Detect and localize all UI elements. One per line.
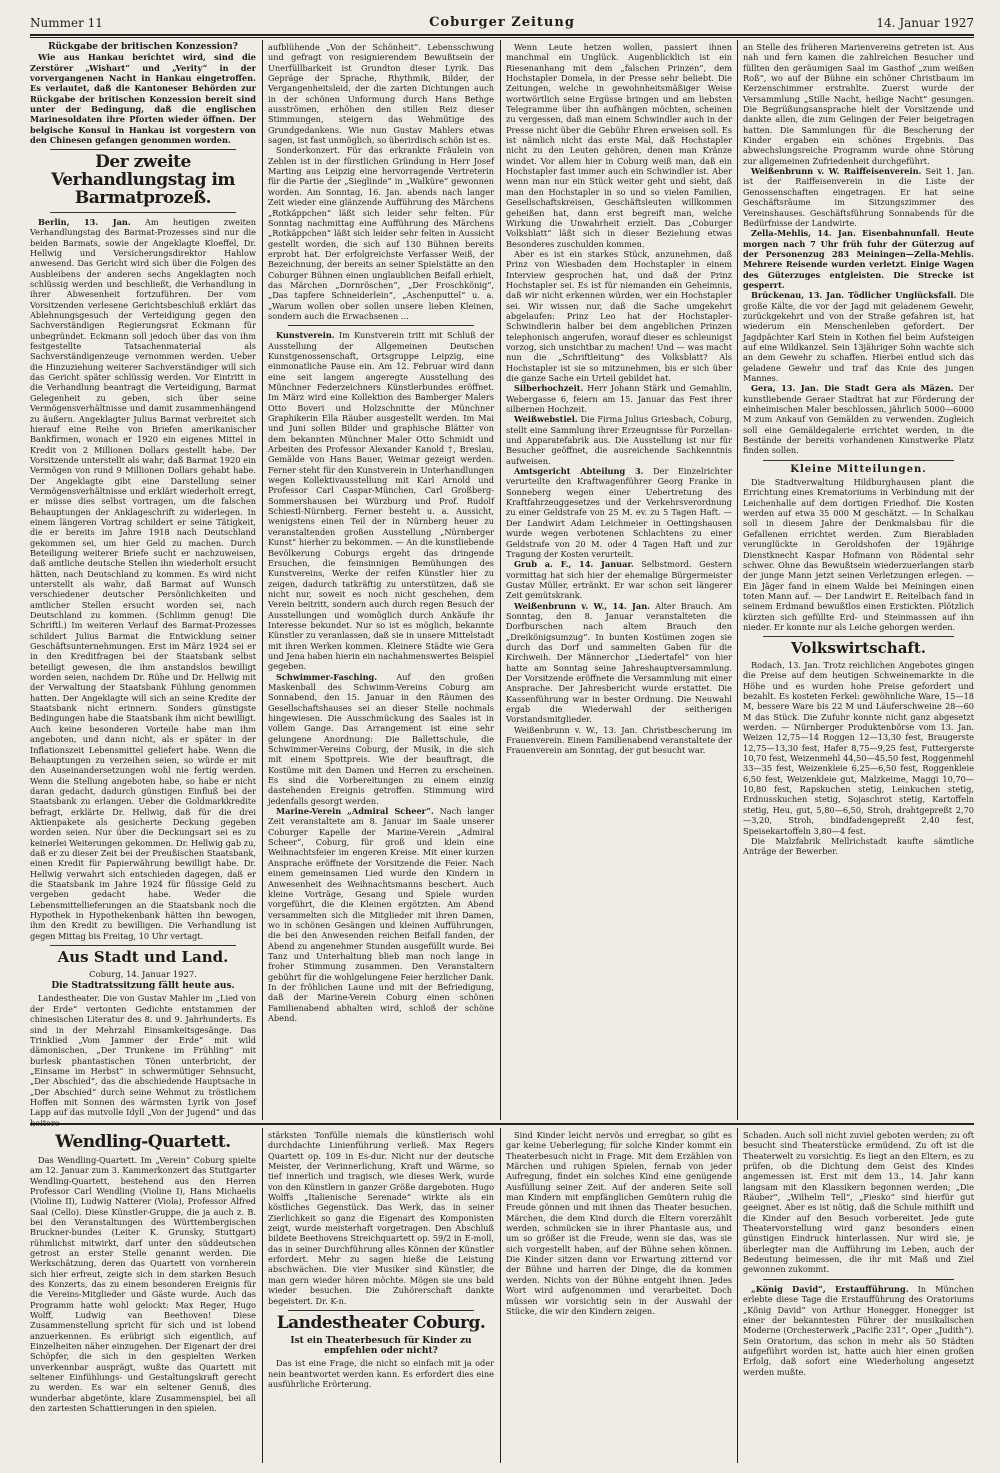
article-body: Wie aus Hankau berichtet wird, sind die Zerstörer „Wishart“ und „Verity“ in der vorvergangenen Nacht in Hankau eingetroffen. Es verlautet, daß die Kantoneser Behörden zur Rückgabe der britischen Konzession bereit sind unter der Bedingung, daß die englischen Marinesoldaten ihre Pforten wieder öffnen. Der belgische Konsul in Hankau ist vorgestern von den Chinesen gefangen genommen worden. — [30, 52, 256, 146]
section-headline: Wendling-Quartett. — [55, 1132, 231, 1152]
article-body: Der kunstliebende Geraer Stadtrat hat zur Förderung der einheimischen Maler beschlossen, jährlich 5000—6000 M zum Ankauf von Gemälden zu verwenden. Zugleich soll eine Gemäldegalerie errichtet werden, in die Bestände der bereits vorhandenen Kunstwerke Platz finden sollen. — [743, 383, 974, 456]
article-body: Das ist eine Frage, die nicht so einfach mit ja oder nein beantwortet werden kann. Es erfordert dies eine ausführliche Erörterung. — [268, 1358, 494, 1390]
article-dateline: Coburg, 14. Januar 1927. — [89, 968, 197, 979]
article-body: Alter Brauch. Am Sonntag, den 8. Januar veranstalteten die Dorfburschen nach altem Brauch den „Dreikönigsumzug“. In bunten Kostümen zogen sie durch das Dorf und sammelten Gaben für die Kirchweih. Der Männerchor „Liedertafel“ von hier hatte am Sonntag seine Jahreshauptversammlung. Der Vorsitzende eröffnete die Versammlung mit einer Ansprache. Der Jahresbericht wurde erstattet. Die Kassenführung war in bester Ordnung. Die Neuwahl ergab die Wiederwahl der seitherigen Vorstandsmitglieder. — [506, 600, 732, 725]
article-body: Herr Johann Stärk und Gemahlin, Webergasse 6, feiern am 15. Januar das Fest ihrer silbernen Hochzeit. — [506, 383, 732, 415]
column-4 — [743, 42, 974, 1118]
bottom-column-2 — [268, 1130, 494, 1463]
section-headline: Aus Stadt und Land. — [57, 948, 229, 967]
article-separator — [50, 212, 236, 213]
article-separator — [763, 460, 954, 461]
article-body: Die Firma Julius Griesbach, Coburg, stellt eine Sammlung ihrer Erzeugnisse für Porzellan- und Apparatefabrik aus. Die Ausstellung ist nur für Besucher geöffnet, die ausreichende Sachkenntnis aufweisen. — [506, 414, 733, 466]
article-body: Die Stadtverwaltung Hildburghausen plant die Errichtung eines Krematoriums in Verbindung mit der Leichenhalle auf dem dortigen Friedhof. Die Kosten werden auf etwa 35 000 M geschätzt. — In Schalkau soll in diesem Jahre der Denkmalsbau für die Gefallenen errichtet werden. Zum Bierabladen verunglückte in Geroldshofen der 19jährige Dienstknecht Kaspar Hofmann von Rödental sehr schwer. Ohne das Bewußtsein wiederzuerlangen starb der junge Mann jetzt seinen Verletzungen erlegen. — Ein Jäger fand in einem Walde bei Meiningen einen toten Mann auf. — Der Landwirt E. Reitelbach fand in seinem Erdmand bewußtlos einen Erstickten. Plötzlich kürzten sich gefüllte Erd- und Steinmassen auf ihn nieder. Er konnte nur als Leiche geborgen werden. — [743, 477, 974, 632]
issue-number: Nummer 11 — [30, 16, 103, 30]
article-headline: „König David“, Erstaufführung. — [751, 1283, 909, 1294]
issue-date: 14. Januar 1927 — [876, 16, 974, 30]
bottom-column-4 — [743, 1130, 974, 1463]
article-body: Heute morgen nach 7 Uhr früh fuhr der Güterzug auf der Personenzug 283 Meiningen—Zella-Mehlis. Mehrere Reisende wurden verletzt. Einige Wagen des Güterzuges entgleisten. Die Strecke ist gesperrt. — [743, 228, 975, 290]
column-2 — [268, 42, 494, 1118]
article-body: Aber es ist ein starkes Stück, anzunehmen, daß Prinz von Wiesbaden dem Hochstapler in einem Interview gesprochen hat, und daß der Prinz Hochstapler sei. Es ist für niemanden ein Geheimnis, daß wir nicht erkennen würden, wer ein Hochstapler sei. Wir wissen nur, daß die Sache umgekehrt abgelaufen: Prinz Leo hat der Hochstapler-Schwindlerin halber bei dem angeblichen Prinzen telephonisch angerufen, worauf dieser es schleunigst vorzog, sich unsichtbar zu machen! Und — was macht nun die „Schriftleitung“ des Volksblatt? Als Hochstapler ist sie so mitzunehmen, bis er sich über die ganze Sache ein Urteil gebildet hat. — [506, 248, 732, 383]
bottom-column-1 — [30, 1130, 256, 1463]
article-body: Im Kunstverein tritt mit Schluß der Ausstellung der Allgemeinen Deutschen Kunstgenossenschaft, Ortsgruppe Leipzig, eine einmonatliche Pause ein. Am 12. Februar wird dann eine seit langem angeregte Ausstellung des Münchner Federzeichners Künstlerbundes eröffnet. Im März wird eine Kollektion des Bamberger Malers Otto Boveri und Holzschnitte der Münchner Graphikerin Ella Räuber ausgestellt werden. Im Mai und Juni sollen Bilder und graphische Blätter von dem bekannten Münchner Maler Otto Schmidt und Arbeiten des Professor Alexander Kanold †, Breslau, Gemälde von Hans Bauer, Weimar gezeigt werden. Ferner steht für den Kunstverein in Unterhandlungen wegen Kollektivausstellung mit Karl Arnold und Professor Carl Caspar-München, Carl Großberg-Sommershausen bei Würzburg und Prof. Rudolf Schiestl-Nürnberg. Ferner besteht u. a. Aussicht, wenigstens einen Teil der in Nürnberg heuer zu veranstaltenden großen Ausstellung „Nürnberger Kunst“ hierher zu bekommen. — An die kunstliebende Bevölkerung Coburgs ergeht das dringende Ersuchen, die feinsinnigen Bemühungen des Kunstvereins, Werke der reifen Künstler hier zu zeigen, dadurch tatkräftig zu unterstützen, daß sie nicht nur, soweit es noch nicht geschehen, dem Verein beitritt, sondern auch durch regen Besuch der Ausstellungen und womöglich durch Ankäufe ihr Interesse bekundet. Nur so ist es möglich, bekannte Künstler zu veranlassen, daß sie in unsere Mittelstadt mit ihren Werken kommen. Kleinere Städte wie Gera und Jena haben hierin ein nachahmenswertes Beispiel gegeben. — [268, 330, 494, 672]
bottom-column-3 — [506, 1130, 732, 1463]
article-separator — [288, 325, 474, 326]
article-headline: Der zweite Verhandlungstag im Barmatprozeß. — [51, 152, 235, 209]
article-body: an Stelle des früheren Marienvereins getreten ist. Aus nah und fern kamen die zahlreichen Besucher und füllten den geräumigen Saal im Gasthof „zum weißen Roß“, wo auf der Bühne ein schöner Christbaum im Kerzenschimmer erstrahlte. Zuerst wurde der Versammlung „Stille Nacht, heilige Nacht“ gesungen. Die Begrüßungsansprache hielt der Vorsitzende und dankte allen, die zum Gelingen der Feier beigetragen hatten. Die Sammlungen für die Bescherung der Kinder ergaben ein schönes Ergebnis. Das abwechslungsreiche Programm wurde ohne Störung zur allgemeinen Zufriedenheit durchgeführt. — [743, 42, 974, 166]
article-subheadline: Ist ein Theaterbesuch für Kinder zu empfehlen oder nicht? — [290, 1335, 472, 1357]
article-body: Am heutigen zweiten Verhandlungstag des Barmat-Prozesses sind nur die beiden Barmats, sowie der Angeklagte Kloeffel, Dr. Hellwig und Versicherungsdirektor Hahlow anwesend. Das Gericht wird sich über die Folgen des Ausbleibens der anderen sechs Angeklagten noch schlüssig werden und beschließt, die Verhandlung in ihrer Abwesenheit fortzuführen. Der vom Vorsitzenden verlesene Gerichtsbeschluß erklärt das Ablehnungsgesuch der Verteidigung gegen den Sachverständigen Regierungsrat Eckmann für unbegründet. Eckmann soll jedoch über das von ihm festgestellte Tatsachenmaterial als Sachverständigenzeuge vernommen werden. Ueber die Hinzuziehung weiterer Sachverständiger will sich das Gericht später schlüssig werden. Vor Eintritt in die Verhandlung beantragt die Verteidigung, Barmat Gelegenheit zu geben, sich über seine Vermögensverhältnisse und damit zusammenhängend zu äußern. Angeklagter Julius Barmat verbreitet sich hierauf eine Reihe von Briefen amerikanischer Bankfirmen, wonach er 1920 ein eigenes Mittel in Kredit von 2 Millionen Dollars gestellt habe. Der Vorsitzende unterstellt als wahr, daß Barmat 1920 ein Vermögen von rund 9 Millionen Dollars gehabt habe. Der Angeklagte gibt eine Darstellung seiner Vermögensverhältnisse und erklärt wiederholt erregt, er müsse dies selbst vortragen, um die falschen Behauptungen der Anklageschrift zu widerlegen. In einem längeren Vortrag schildert er seine Tätigkeit, die er bereits im Jahre 1918 nach Deutschland gekommen sei, um hier Geld zu machen. Durch Beteiligung weiterer Briefe sucht er nachzuweisen, daß amtliche deutsche Stellen ihn wiederholt ersucht hätten, nach Deutschland zu kommen. Es wird nicht unterstellt als wahr, daß Barmat auf Wunsch verschiedener deutscher Persönlichkeiten und amtlicher Stellen ersucht worden sei, nach Deutschland zu kommen. (Schlimm genug! Die Schriftl.) Im weiteren Verlauf des Barmat-Prozesses schildert Julius Barmat die Entwicklung seiner Geschäftsunternehmungen. Erst im März 1924 sei er in den Kreditfragen bei der Staatsbank selbst beteiligt gewesen, die ihm anstandslos bewilligt worden seien, nachdem Dr. Rühe und Dr. Hellwig mit der Verwaltung der Staatsbank Fühlung genommen hatten. Der Angeklagte will sich an seine Kredite der Staatsbank nicht erinnern. Sonders günstigste Bedingungen habe die Staatsbank ihm nicht bewilligt. Auch keine besonderen Vorteile habe man ihm angeboten, und dann nicht, als er später in der Inflationszeit Lebensmittel geliefert habe. Wenn die Behauptungen zu verzeihen seien, so würde er mit den Auseinandersetzungen wohl nie fertig werden. Wenn die Stellung angeboten habe, so habe er nicht daran gedacht, dadurch günstigen Einfluß bei der Staatsbank zu erlangen. Ueber die Goldmarkkredite befragt, erklärte Dr. Hellwig, daß für die drei Aktienpakete als gesicherte Deckung gegeben worden seien. Nur über die Deckungsart sei es zu keinerlei Weiterungen gekommen. Dr. Hellwig gab zu, daß er zu dieser Zeit bei der Preußischen Staatsbank, einen Kredit für Papierwährung bewilligt habe. Dr. Hellwig verwahrt sich entschieden dagegen, daß er die Staatsbank im Jahre 1924 für flüssige Geld zu vergeben gedacht habe. Weder die Lebensmittellieferungen an die Staatsbank noch die Hypothek in Hypothekenbank hätten ihn bewogen, ihm den Kredit zu bewilligen. Die Verhandlung ist gegen Mittag bis Freitag, 10 Uhr vertagt. — [30, 216, 256, 941]
article-headline: Marine-Verein „Admiral Scheer“. — [276, 806, 434, 817]
article-headline: Weißenbrunn v. W. Raiffeisenverein. — [751, 166, 922, 177]
article-headline: Weißenbrunn v. W., 14. Jan. — [514, 600, 650, 611]
article-separator — [288, 1310, 474, 1311]
article-headline: Kunstverein. — [276, 330, 335, 341]
article-headline: Schwimmer-Fasching. — [276, 671, 378, 682]
article-subheadline: Die Stadtratssitzung fällt heute aus. — [51, 981, 235, 992]
column-1 — [30, 42, 256, 1128]
article-headline: Brückenau, 13. Jan. Tödlicher Unglücksfall. — [751, 290, 957, 301]
article-body: Weißenbrunn v. W., 13. Jan. Christbescherung im Frauenverein. Einem Familienabend veranstaltete der Frauenverein am Sonntag, der gut besucht war. — [506, 724, 732, 756]
article-separator — [763, 636, 954, 637]
article-headline: Silberhochzeit. — [514, 383, 584, 394]
section-headline: Landestheater Coburg. — [276, 1312, 486, 1333]
masthead-rule — [30, 34, 974, 36]
column-divider — [500, 40, 501, 1120]
article-body: In München erlebte diese Tage die Erstaufführung des Oratoriums „König David“ von Arthur Honegger. Honegger ist einer der bekanntesten Führer der musikalischen Moderne (Orchesterwerk „Pacific 231“, Oper „Judith“). Sein Oratorium, das schon in mehr als 50 Städten aufgeführt worden ist, hatte auch hier einen großen Erfolg, daß sofort eine Wiederholung angesetzt werden mußte. — [743, 1283, 974, 1377]
column-divider — [262, 40, 263, 1120]
article-body: Der Einzelrichter verurteilte den Kraftwagenführer Georg Franke in Sonneberg wegen einer Uebertretung des Kraftfahrzeuggesetzes und der Verkehrsverordnung zu einer Geldstrafe von 25 M. ev. zu 5 Tagen Haft. — Der Landwirt Adam Leichmeier in Oettingshausen wurde wegen verbotenen Schlachtens zu einer Geldstrafe von 20 M. oder 4 Tagen Haft und zur Tragung der Kosten verurteilt. — [506, 466, 733, 559]
masthead — [30, 16, 974, 34]
article-headline: Amtsgericht Abteilung 3. — [514, 466, 644, 477]
article-body: Das Wendling-Quartett. Im „Verein“ Coburg spielte am 12. Januar zum 3. Kammerkonzert das Stuttgarter Wendling-Quartett, bestehend aus den Herren Professor Carl Wendling (Violine I), Hans Michaelis (Violine II), Ludwig Natterer (Viola), Professor Alfred Saal (Cello). Diese Künstler-Gruppe, die ja auch z. B. bei den Veranstaltungen des Württembergischen Bruckner-bundes (Leiter K. Grunsky, Stuttgart) rühmlichst mitwirkt, darf unter den süddeutschen getrost an erster Stelle genannt werden. Die Werkschätzung, deren das Quartett von vornherein sich hier erfreut, zeigte sich in dem starken Besuch des Konzerts, das zu einem besonderen Ereignis für die Vereins-Mitglieder und Gäste wurde. Auch das Programm hatte wohl gelockt: Max Reger, Hugo Wolff, Ludwig van Beethoven! Diese Zusammenstellung spricht für sich und ist lobend anzuerkennen. Es erübrigt sich eigentlich, auf Einzelheiten näher einzugehen. Der Eigenart der drei Schöpfer, die sich in den gespielten Werken unverkennbar ausprägt, wußte das Quartett mit seltener Einfühlungs- und Gestaltungskraft gerecht zu werden. Es war ein seltener Genuß, dies wunderbar abgetönte, klare Zusammenspiel, bei all den zartesten Schattierungen in den spielen. — [30, 1154, 256, 1414]
article-separator — [763, 1279, 954, 1280]
article-headline: Grub a. F., 14. Januar. — [514, 559, 634, 570]
paper-title: Coburger Zeitung — [429, 15, 575, 30]
article-body: Die große Kälte, die vor der Jagd mit geladenem Gewehr, zurückgekehrt und von der Straße gefahren ist, hat wiederum ein Menschenleben gefordert. Der Jagdpächter Karl Stein in Kothen fiel beim Aufsteigen auf eine Wildkanzel. Sein 13jähriger Sohn wachte sich an dem Gewehr zu schaffen. Hierbei entlud sich das geladene Gewehr und traf das Knie des jungen Mannes. — [743, 290, 974, 383]
article-body: Sonderkonzert. Für das erkrankte Fräulein von Zeblen ist in der fürstlichen Gründung in Herr Josef Marting aus Leipzig eine hervorragende Vertreterin für die Partie der „Sieglinde“ in „Walküre“ gewonnen worden. Am Sonntag, 16. Jan. abends nach langer Zeit wieder eine glänzende Aufführung des Märchens „Rotkäppchen“ läßt sich leider sehr felten. Für Sonntag nachmittag eine Aufführung des Märchens „Rotkäppchen“ läßt sich leider sehr felten in Aussicht gestellt worden, die sich auf 130 Bühnen bereits erprobt hat. Der erfolgreichste Verfasser Weiß, der Bezeichnung, der bereits an seiner Spielstätte an den Coburger Bühnen einen unglaublichen Beifall erhielt, das Märchen „Dornröschen“, „Der Froschkönig“, „Das tapfere Schneiderlein“, „Aschenputtel“ u. a. „Warum wollen ober sollen unsere lieben Kleinen, sondern auch die Erwachsenen ... — [268, 145, 494, 321]
article-body: Schaden. Auch soll nicht zuviel geboten werden; zu oft besucht sind Theaterstücke ermüdend. Zu oft ist die Theaterwelt zu vorsichtig. Es liegt an den Eltern, es zu prüfen, ob die Dichtung dem Geist des Kindes angemessen ist. Erst mit dem 13., 14. Jahr kann langsam mit den Klassikern begonnen werden; „Die Räuber“, „Wilhelm Tell“, „Fiesko“ sind hierfür gut geeignet. Aber es ist nötig, daß die Schule mithilft und die Kinder auf den Besuch vorbereitet. Jede gute Theatervorstellung wird ganz besonders einen günstigen Eindruck hinterlassen. Nur wird sie, je überlegter man die Aufführung im Leben, auch der Bedeutung beimessen, die ihr mit Maß und Ziel gewonnen zukommt. — [743, 1130, 974, 1275]
article-body: Landestheater. Die von Gustav Mahler im „Lied von der Erde“ vertonten Gedichte entstammen der chinesischen Literatur des 8. und 9. Jahrhunderts. Es sind in der Mehrzahl Einsamkeitsgesänge. Das Trinklied „Vom Jammer der Erde“ mit wild dämonischen, „Der Trunkene im Frühling“ mit burlesk phantastischen Tönen unterbricht, der „Einsame im Herbst“ in schwermütiger Sehnsucht, „Der Abschied“, das die abschiedende Hauptsache in „Der Abschied“ durch seine Wehmut zu tröstlichem Hoffen mit Sonnen des wärmsten Lyrik von Josef Lapp auf das mutvolle Idyll „Von der Jugend“ und das heitere — [30, 993, 256, 1128]
article-headline: Weißwebstiel. — [514, 414, 578, 425]
column-divider — [500, 1128, 501, 1463]
article-body: Wenn Leute hetzen wollen, passiert ihnen manchmal ein Unglück. Augenblicklich ist ein Riesenanhang mit dem „falschen Prinzen“, dem Hochstapler Domela, in der Presse sehr beliebt. Die Zeitungen, welche in gewohnheitsmäßiger Weise wortwörtlich seine Ergüsse bringen und am liebsten Telegramme über ihn aufhängen möchten, scheinen zu vergessen, daß man einem Schwindler auch in der Presse nicht über die Gebühr Ehren erweisen soll. Es ist nämlich nicht das erste Mal, daß Hochstapler nicht zu den Leuten gehören, denen man Kränze windet. Vor allem hier in Coburg weiß man, daß ein Hochstapler fast immer auch ein Schwindler ist. Aber wenn man nur ein Stück weiter geht und sieht, daß man den Hochstapler in so und so vielen Familien, Gesellschaftskreisen, Geschäftsleuten willkommen geheißen hat, dann erst begreift man, welche Wirkung die Unwahrheit erzielt. Das „Coburger Volksblatt“ läßt sich in dieser Beziehung etwas Besonderes zuschulden kommen. — [506, 42, 732, 249]
article-dateline: Berlin, 13. Jan. — [38, 216, 131, 227]
article-body: Nach langer Zeit veranstaltete am 8. Januar im Saale unserer Coburger Kapelle der Marine-Verein „Admiral Scheer“, Coburg, für groß und klein eine Weihnachtsfeier im engeren Kreise. Mit einer kurzen Ansprache eröffnete der Vorsitzende die Feier. Nach einem gemeinsamen Lied wurde den Kindern in Anwesenheit des Weihnachtsmanns beschert. Auch kleine Vorträge, Gesang und Spiele wurden vorgeführt, die die Kleinen ergötzten. Am Abend versammelten sich die Mitglieder mit ihren Damen, wo in schönen Gesängen und kleinen Aufführungen, die bei den Anwesenden reichen Beifall fanden, der Abend zu angenehmer Stunden ausgefüllt wurde. Bei Tanz und Unterhaltung blieb man noch lange in froher Stimmung zusammen. Den Veranstaltern gebührt für die wohlgelungene Feier herzlicher Dank. In der fröhlichen Laune und mit der Befriedigung, daß der Marine-Verein Coburg einen schönen Familienabend abhalten wird, schloß der schöne Abend. — [268, 806, 494, 1023]
section-headline: Volkswirtschaft. — [790, 639, 927, 658]
article-body: Rodach, 13. Jan. Trotz reichlichen Angebotes gingen die Preise auf dem heutigen Schweinemarkte in die Höhe und es wurden hohe Preise gefordert und bezahlt. Es kosteten Ferkel: gewöhnliche Ware, 15—18 M, bessere Ware bis 22 M und Läuferschweine 28—60 M das Stück. Die Zufuhr konnte nicht ganz abgesetzt werden. — Nürnberger Produktenbörse vom 13. Jan. Weizen 12,75—14 Roggen 12—13,30 fest, Braugerste 12,75—13,30 fest, Hafer 8,75—9,25 fest, Futtergerste 10,70 fest, Weizenmehl 44,50—45,50 fest, Roggenmehl 33—35 fest, Weizenkleie 6,25—6,50 fest, Roggenkleie 6,50 fest, Weizenkleie gut, Malzkeime, Maggi 10,70—10,80 fest, Rapskuchen stetig, Leinkuchen stetig, Erdnusskuchen stetig, Sojaschrot stetig, Kartoffeln stetig, Heu, gut, 5,80—6,50, Stroh, drahtgepreßt 2,70—3,20, Stroh, bindfadengepreßt 2,40 fest, Speisekartoffeln 3,80—4 fest. — [743, 660, 974, 836]
column-3 — [506, 42, 732, 1118]
column-divider — [737, 40, 738, 1120]
article-separator — [50, 945, 236, 946]
article-body: Selbstmord. Gestern vormittag hat sich hier der ehemalige Bürgermeister Gustav Müller, ertränkt. Er war schon seit längerer Zeit gemütskrank. — [506, 559, 732, 601]
article-body: Seit 1. Jan. ist der Raiffeisenverein in die Liste der Genossenschaften eingetragen. Er hat seine Geschäftsräume im Sitzungszimmer des Vereinshauses. Geschäftsführung Sonnabends für die Bedürfnisse der Landwirte. — [743, 166, 974, 228]
masthead-rule-thin — [30, 37, 974, 38]
article-body: stärksten Tonfülle niemals die künstlerisch wohl durchdachte Linienführung verließ. Max Regers Quartett op. 109 in Es-dur. Nicht nur der deutsche Meister, der Verinnerlichung, Kraft und Wärme, so tief innerlich und tragisch, wie dieses Werk, wurde von den Künstlern in ganzer Größe dargeboten. Hugo Wolffs „Italienische Serenade“ wirkte als ein köstliches Gegenstück. Das Werk, das in seiner Zierlichkeit so ganz die Eigenart des Komponisten zeigt, wurde meisterhaft vorgetragen. Den Abschluß bildete Beethovens Streichquartett op. 59/2 in E-moll, das in seiner Durchführung alles Können der Künstler erfordert. Mehr zu sagen hieße die Leistung abschwächen. Die vier Musiker sind Künstler, die man gern wieder hören möchte. Mögen sie uns bald wieder besuchen. Die Zuhörerschaft dankte begeistert. Dr. K-n. — [268, 1130, 494, 1306]
article-headline: Gera, 13. Jan. Die Stadt Gera als Mäzen. — [751, 383, 954, 394]
column-divider — [737, 1128, 738, 1463]
article-separator — [50, 149, 236, 150]
article-headline: Zella-Mehlis, 14. Jan. Eisenbahnunfall. — [751, 228, 941, 239]
article-headline: Rückgabe der britischen Konzession? — [48, 42, 238, 52]
article-body: aufblühende „Von der Schönheit“. Lebensschwung und gefragt von resignierendem Bewußtsein der Unerfüllbarkeit ist Grundton dieser Lyrik. Das Gepräge der Sprache, Rhythmik, Bilder, der Vergangenheitsleid, der die zarten Dichtungen auch in der schönen Unformung durch Hans Bethge ausströmen, erhöhen den stillen Reiz dieser Stimmungen, steigern das Wehmütige des Grundgedankens. Wie nun Gustav Mahlers etwas sagen, ist fast unmöglich, so überirdisch schön ist es. — [268, 42, 494, 146]
article-body: Sind Kinder leicht nervös und erregbar, so gibt es gar keine Ueberlegung; für solche Kinder kommt ein Theaterbesuch nicht in Frage. Mit dem Erzählen von Märchen und ruhigen Spielen, fernab von jeder Aufregung, findet ein solches Kind eine genügende Ausfüllung seiner Zeit. Auf der anderen Seite soll man Kindern mit empfänglichen Gemütern ruhig die Freude gönnen und mit ihnen das Theater besuchen. Märchen, die dem Kind durch die Eltern vorerzählt werden, schmücken sie in ihrer Phantasie aus, und um so größer ist die Freude, wenn sie das, was sie sich vorgestellt haben, auf der Bühne sehen können. Die Kinder sitzen dann vor Erwartung zitternd vor der Bühne und harren der Dinge, die da kommen werden. Nichts von der Bühne entgeht ihnen. Jedes Wort wird aufgenommen und verarbeitet. Doch müssen wir vorsichtig sein in der Auswahl der Stücke, die wir den Kindern zeigen. — [506, 1130, 732, 1316]
column-divider — [262, 1128, 263, 1463]
section-headline: Kleine Mitteilungen. — [790, 463, 927, 475]
article-body: Auf den großen Maskenball des Schwimm-Vereins Coburg am Sonnabend, den 15. Januar in den Räumen des Gesellschaftshauses sei an dieser Stelle nochmals hingewiesen. Die Ausschmückung des Saales ist in vollem Gange. Das Arrangement ist eine sehr gelungene Anordnung: Die Ballettschule, die Schwimmer-Vereins Coburg, der Musik, in die sich mit einem Spottpreis. Wie der beauftragt, die Kostüme mit den Damen und Herren zu erscheinen. Es sind die Vorbereitungen zu einem einzig dastehenden Ereignis getroffen. Stimmung wird jedenfalls gesorgt werden. — [268, 671, 495, 806]
article-body: Die Malzfabrik Mellrichstadt kaufte sämtliche Anträge der Bewerber. — [743, 835, 974, 857]
